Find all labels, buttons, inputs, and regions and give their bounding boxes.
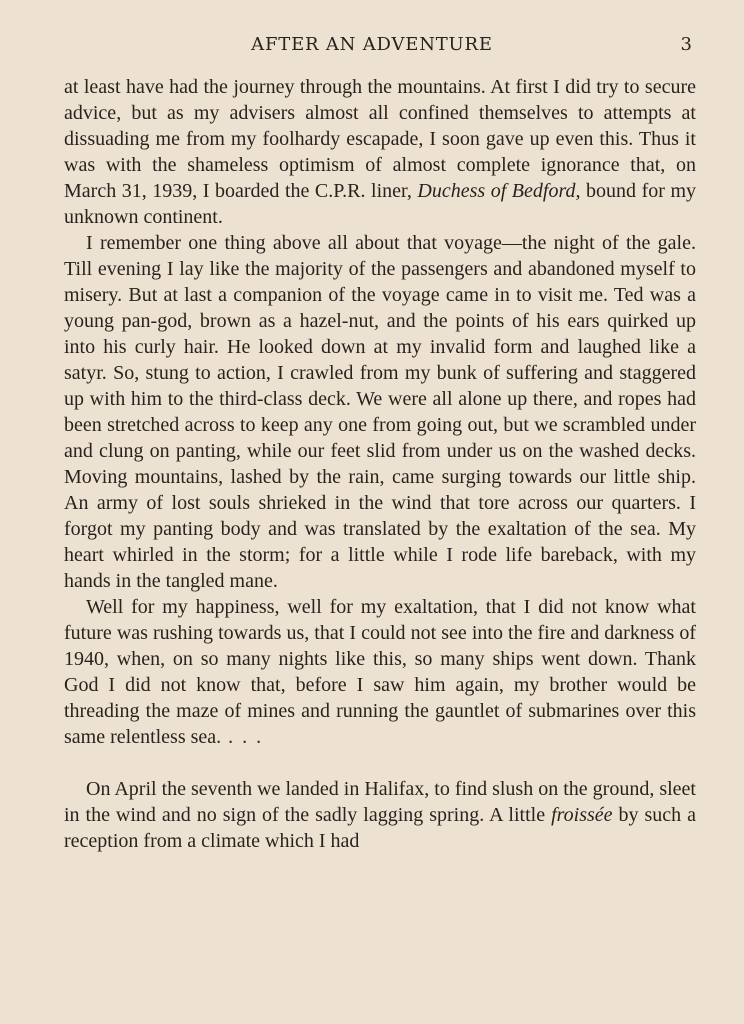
page-number: 3: [680, 34, 692, 55]
paragraph-2: I remember one thing above all about that voyage—the night of the gale. Till evening I lay like the majority of the passengers and abandoned myself to misery. But at last a companion of the voyage came in to visit me. Ted was a young pan-god, brown as a hazel-nut, and the points of his ears quirked up into his curly hair. He looked down at my invalid form and laughed like a satyr. So, stung to action, I crawled from my bunk of suffering and staggered up with him to the third-class deck. We were all alone up there, and ropes had been stretched across to keep any one from going out, but we scrambled under and clung on panting, while our feet slid from under us on the washed decks. Moving mountains, lashed by the rain, came surging towards our little ship. An army of lost souls shrieked in the wind that tore across our quarters. I forgot my panting body and was translated by the exaltation of the sea. My heart whirled in the storm; for a little while I rode life bareback, with my hands in the tangled mane.: [64, 232, 696, 592]
paragraph-1-end: bound for my unknown continent.: [64, 180, 696, 228]
paragraph-4-text: On April the seventh we landed in Halifax, to find slush on the ground, sleet in the wind and no sign of the sadly lagging spring. A little: [64, 778, 696, 826]
body-text: [64, 74, 696, 854]
paragraph-4: [64, 776, 696, 854]
page-header: [0, 34, 744, 64]
ellipsis: . . .: [221, 726, 264, 748]
running-head: AFTER AN ADVENTURE: [251, 34, 493, 55]
paragraph-3: [64, 594, 696, 750]
paragraph-1-text: at least have had the journey through the mountains. At first I did try to secure advice, but as my advisers almost all confined themselves to attempts at dissuading me from my foolhardy escapade, I soon gave up even this. Thus it was with the shameless optimism of almost complete ignorance that, on March 31, 1939, I boarded the C.P.R. liner,: [64, 76, 696, 202]
paragraph-1: [64, 74, 696, 230]
ship-name: Duchess of Bedford,: [417, 180, 581, 202]
paragraph-3-text: Well for my happiness, well for my exaltation, that I did not know what future was rushing towards us, that I could not see into the fire and darkness of 1940, when, on so many nights like this, so many ships went down. Thank God I did not know that, before I saw him again, my brother would be threading the maze of mines and running the gauntlet of submarines over this same relentless sea.: [64, 596, 696, 748]
italic-word: froissée: [551, 804, 613, 826]
paragraph-4-end: by such a reception from a climate which I had: [64, 804, 697, 852]
